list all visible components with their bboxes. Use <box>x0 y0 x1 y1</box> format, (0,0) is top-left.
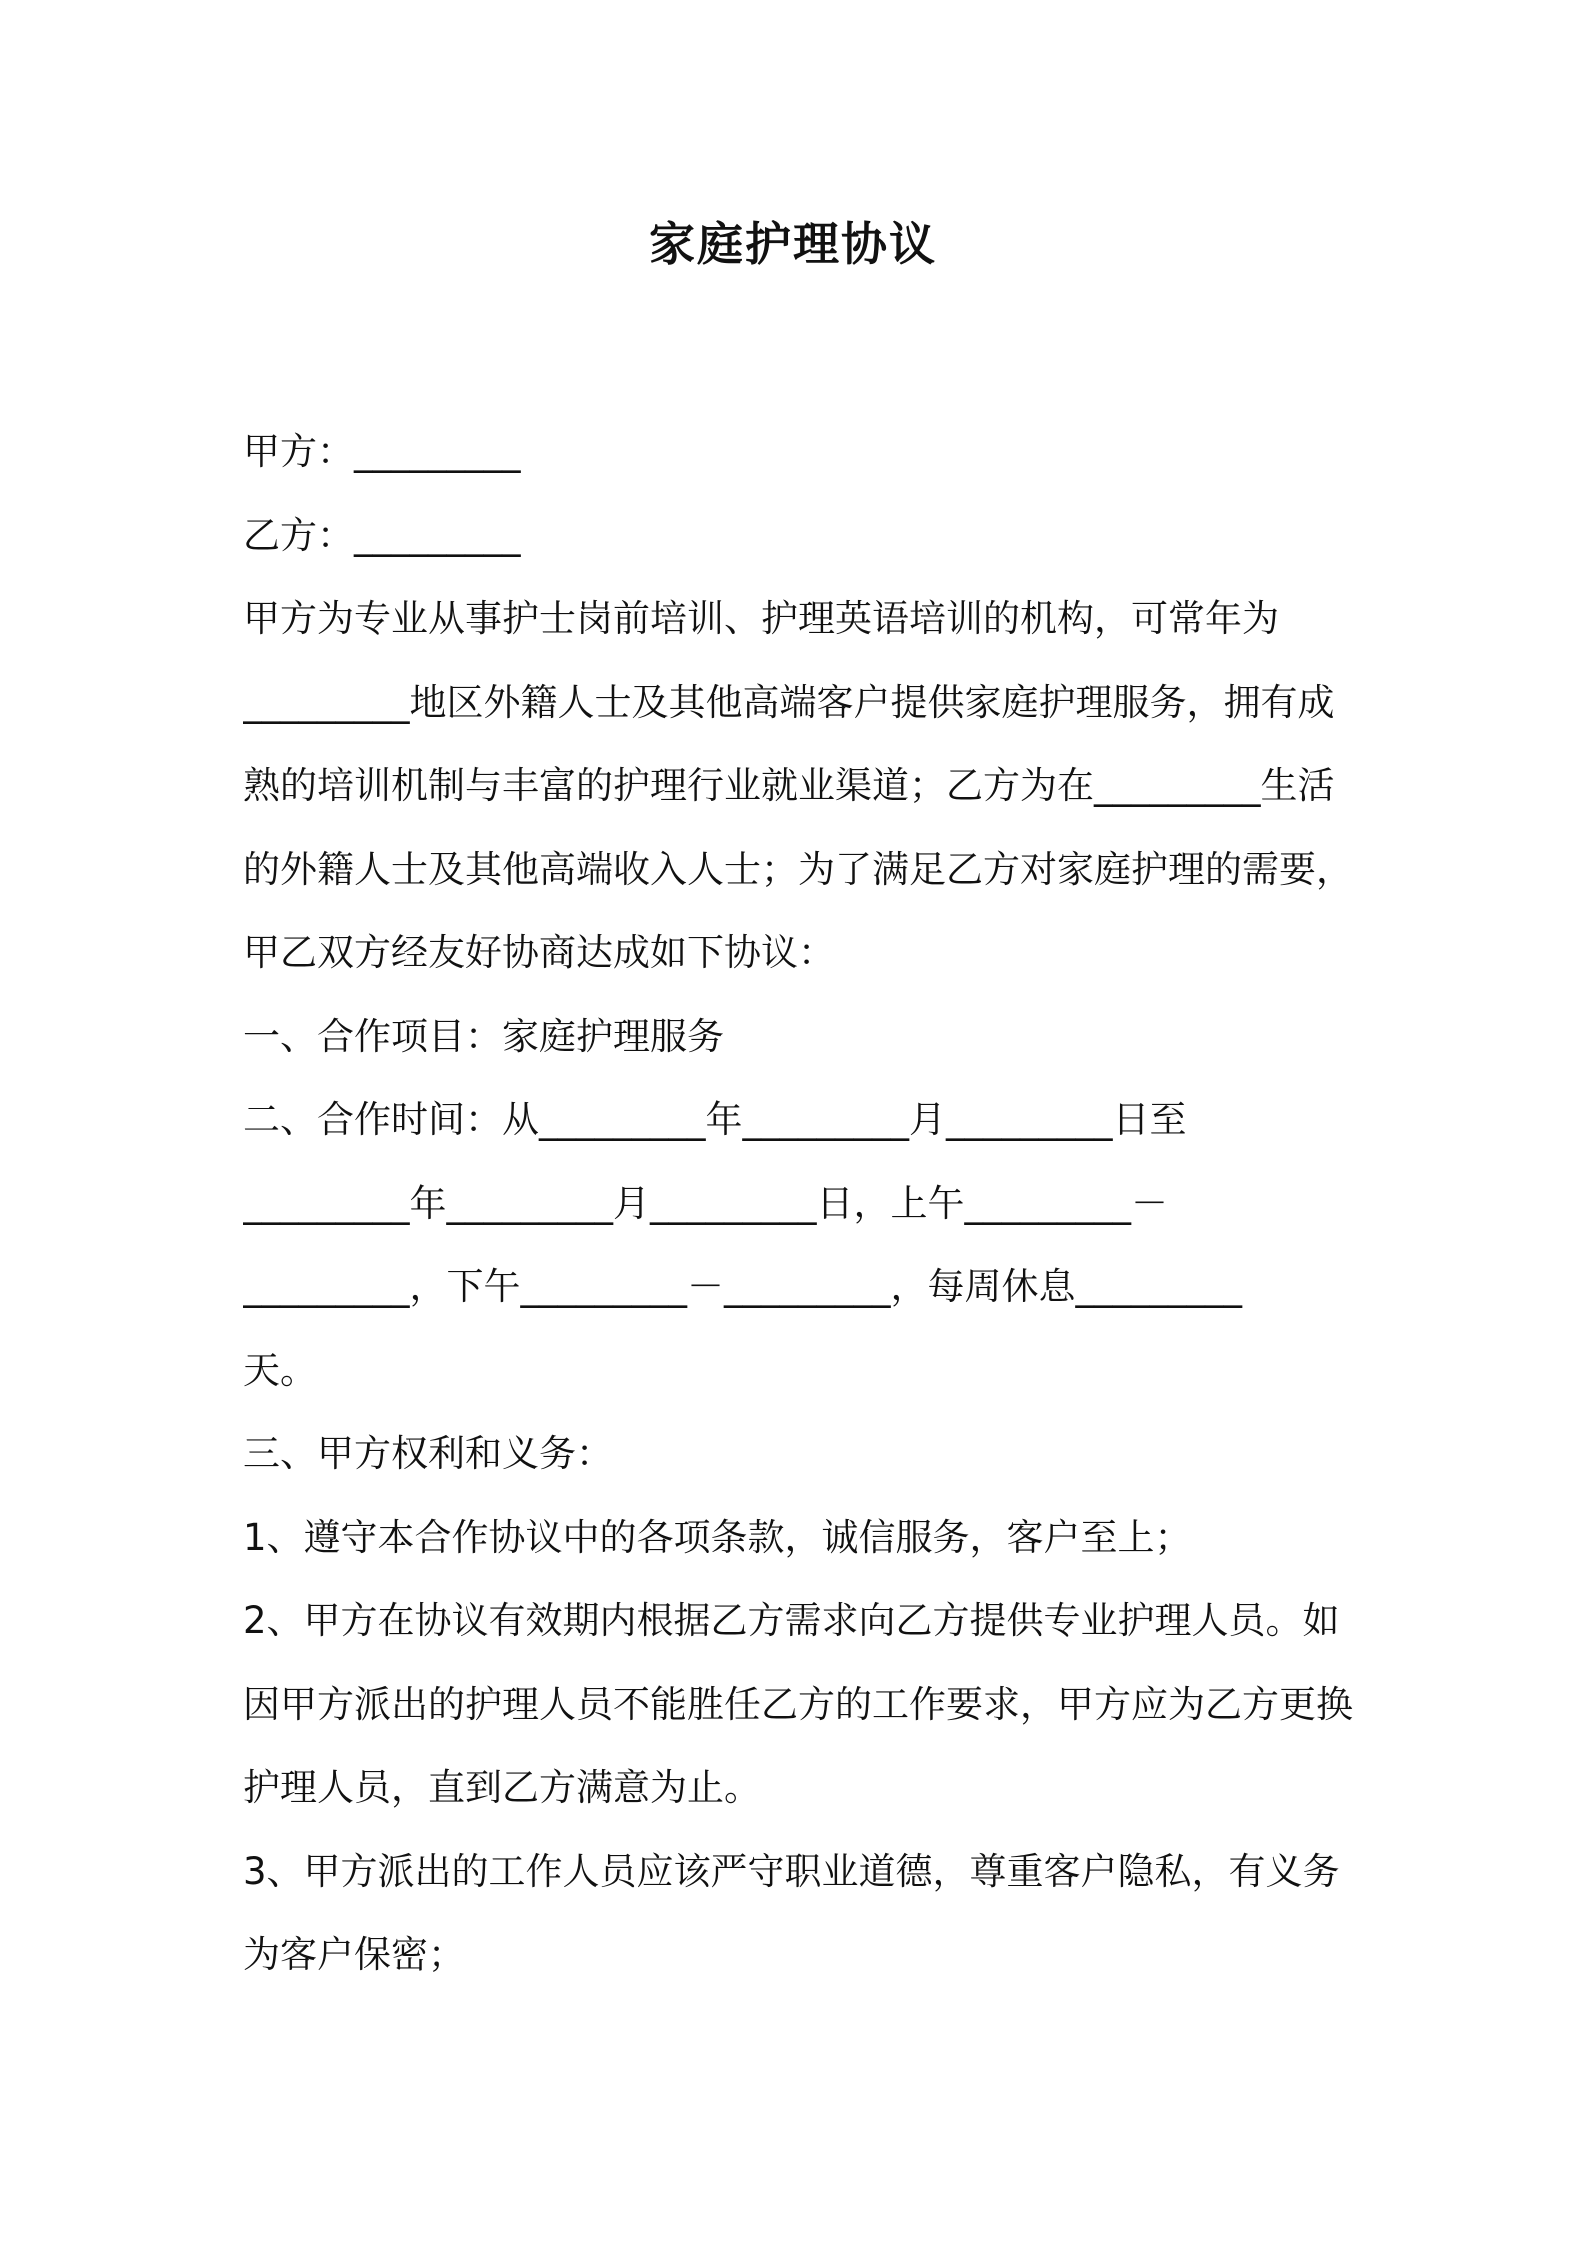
party-a-line: 甲方：_________ <box>243 430 521 473</box>
party-b-line: 乙方：_________ <box>243 513 521 557</box>
document-title: 家庭护理协议 <box>649 217 937 271</box>
clause-2-continued: 因甲方派出的护理人员不能胜任乙方的工作要求，甲方应为乙方更换 <box>243 1682 1353 1726</box>
section-party-a-rights: 三、甲方权利和义务： <box>243 1432 613 1475</box>
preamble-line: 熟的培训机制与丰富的护理行业就业渠道；乙方为在_________生活 <box>243 764 1335 807</box>
clause-3: 3、甲方派出的工作人员应该严守职业道德，尊重客户隐私，有义务 <box>243 1849 1340 1893</box>
clause-1: 1、遵守本合作协议中的各项条款，诚信服务，客户至上； <box>243 1515 1192 1559</box>
preamble-line: 的外籍人士及其他高端收入人士；为了满足乙方对家庭护理的需要， <box>243 847 1353 891</box>
preamble-line: _________地区外籍人士及其他高端客户提供家庭护理服务，拥有成 <box>243 680 1335 724</box>
preamble-line: 甲方为专业从事护士岗前培训、护理英语培训的机构，可常年为 <box>243 597 1279 640</box>
clause-2-continued: 护理人员，直到乙方满意为止。 <box>243 1766 761 1809</box>
document-body <box>243 410 1353 1997</box>
cooperation-time-line: _________年_________月_________日，上午_________－ <box>243 1181 1168 1225</box>
section-cooperation-item: 一、合作项目：家庭护理服务 <box>243 1014 724 1058</box>
section-cooperation-time: 二、合作时间：从_________年_________月_________日至 <box>243 1098 1187 1141</box>
clause-3-continued: 为客户保密； <box>243 1933 465 1976</box>
clause-2: 2、甲方在协议有效期内根据乙方需求向乙方提供专业护理人员。如 <box>243 1599 1340 1642</box>
cooperation-time-line: 天。 <box>243 1348 317 1392</box>
cooperation-time-line: _________，下午_________－_________，每周休息_________ <box>243 1265 1242 1308</box>
preamble-line: 甲乙双方经友好协商达成如下协议： <box>243 931 835 974</box>
